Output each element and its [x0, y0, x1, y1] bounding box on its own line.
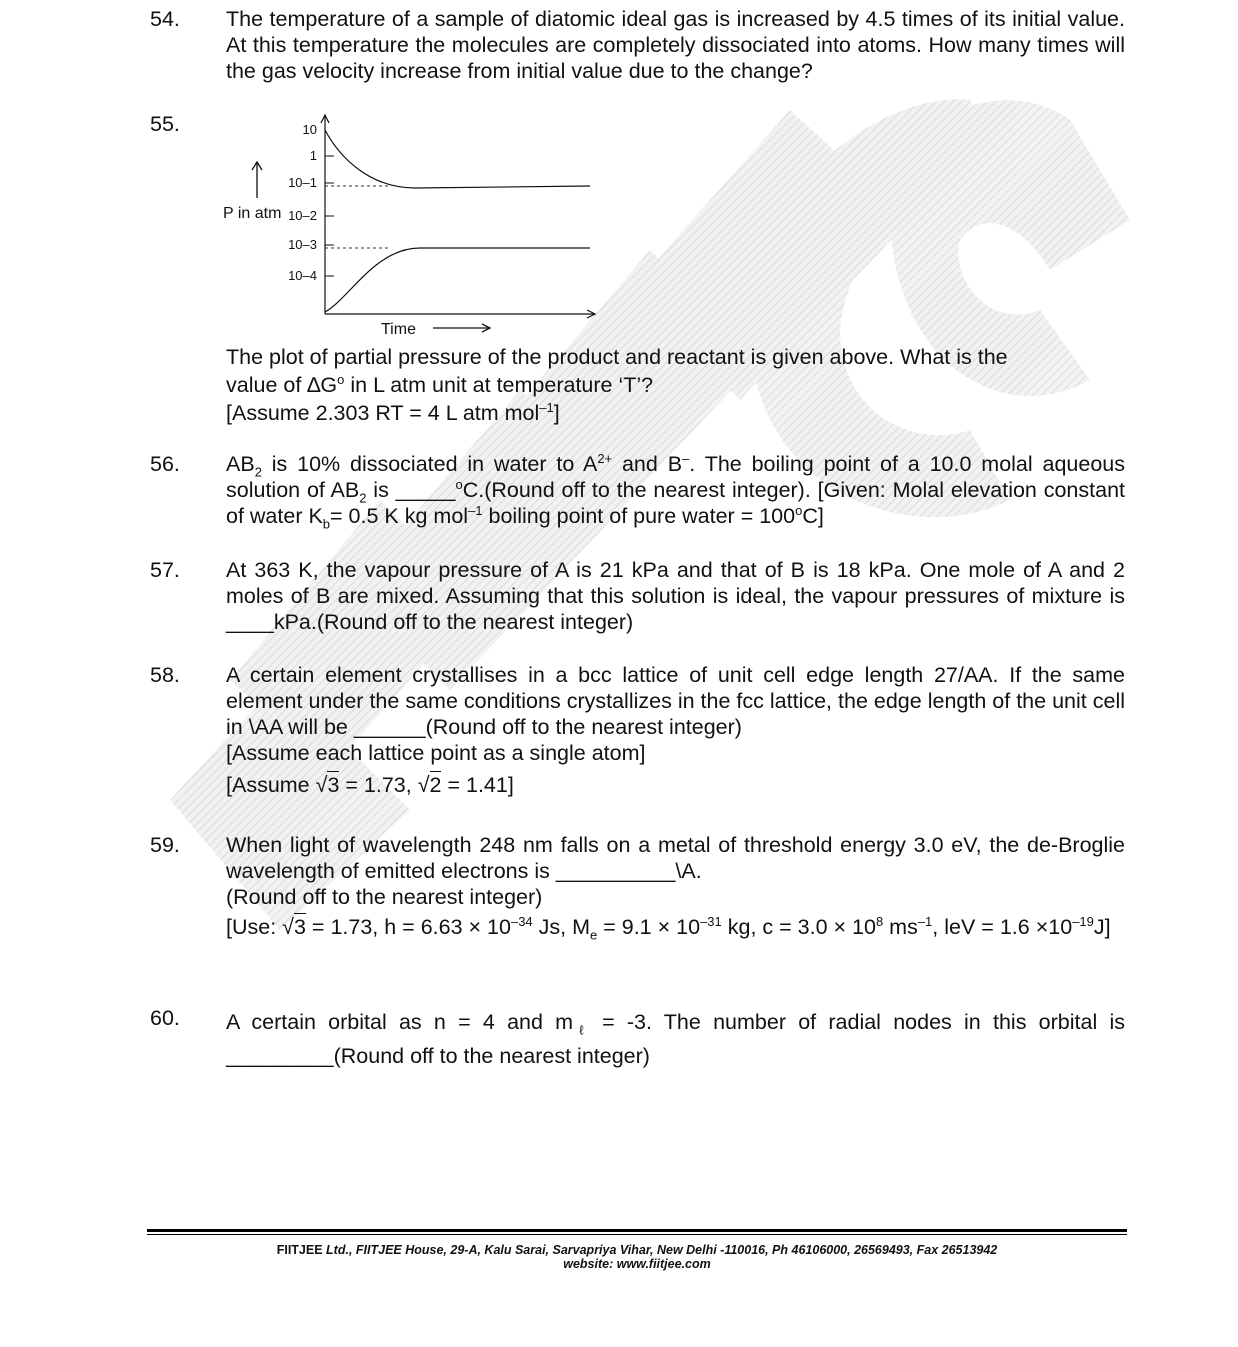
- y-tick-label: 10–3: [288, 237, 317, 252]
- question-text: _________(Round off to the nearest integer): [226, 1044, 650, 1068]
- footer-rule: [147, 1229, 1127, 1232]
- question-text: A certain element crystallises in a bcc lattice of unit cell edge length 27/AA. If the same element under the same conditions crystallizes in the fcc lattice, the edge length of the unit cell in \AA will be ______(Round off to the nearest integer): [226, 663, 1125, 739]
- question-number: 56.: [150, 452, 180, 476]
- footer-website: website: www.fiitjee.com: [563, 1257, 711, 1271]
- y-axis-label: P in atm: [223, 205, 282, 222]
- question-text: When light of wavelength 248 nm falls on a metal of threshold energy 3.0 eV, the de-Broglie wavelength of emitted electrons is __________\A.: [226, 833, 1125, 883]
- question-number: 60.: [150, 1006, 180, 1030]
- y-tick-label: 10–1: [288, 175, 317, 190]
- question-text: The plot of partial pressure of the product and reactant is given above. What is the: [226, 345, 1008, 369]
- footer-address: FIITJEE Ltd., FIITJEE House, 29-A, Kalu Sarai, Sarvapriya Vihar, New Delhi -110016, Ph 46106000, 26569493, Fax 26513942: [276, 1243, 998, 1257]
- question-text: [Use: √3 = 1.73, $h = 6.63 \times 10^{-34}$ Js, $M_e = 9.1 \times 10^{-31}$ kg, $c = 3.0 \times 10^8$ $ms^{-1}$, leV = $1.6 \times 10^{-19}J$]: [226, 913, 1111, 943]
- y-tick-label: 10–4: [288, 268, 317, 283]
- reactant-curve: [325, 248, 590, 312]
- question-text: [Assume √3 = 1.73, √2 = 1.41]: [226, 773, 514, 797]
- product-curve: [325, 130, 590, 188]
- pressure-time-chart: [215, 110, 615, 342]
- page-footer: [147, 1229, 1127, 1271]
- question-text: At 363 K, the vapour pressure of A is 21 kPa and that of B is 18 kPa. One mole of A and 2 moles of B are mixed. Assuming that this solution is ideal, the vapour pressures of mixture is ____kPa.(Round off to the nearest integer): [226, 558, 1125, 634]
- question-number: 59.: [150, 833, 180, 857]
- x-axis-label: Time: [381, 321, 416, 338]
- question-number: 54.: [150, 7, 180, 31]
- question-text: $AB_2$ is 10% dissociated in water to $A^{2+}$ and B–. The boiling point of a 10.0 molal aqueous solution of $AB_2$ is _____$^o$C.(Round off to the nearest integer). [Given: Molal elevation constant of water $K_b= 0.5$ K kg mol$^{-1}$ boiling point of pure water = $100^oC$]: [226, 450, 1125, 532]
- question-number: 55.: [150, 112, 180, 136]
- question-text: value of $\Delta G^o$ in L atm unit at temperature ‘T’?: [226, 371, 654, 397]
- question-text: [Assume 2.303 RT = 4 L atm mol$^{-1}$]: [226, 399, 560, 425]
- y-tick-label: 10: [302, 122, 317, 137]
- footer-rule: [147, 1234, 1127, 1235]
- y-tick-label: 1: [309, 148, 317, 163]
- y-tick-label: 10–2: [288, 208, 317, 223]
- question-text: A certain orbital as n = 4 and $m_\ell = -3$. The number of radial nodes in this orbital is: [226, 1010, 1125, 1038]
- question-number: 57.: [150, 558, 180, 582]
- question-number: 58.: [150, 663, 180, 687]
- question-text: (Round off to the nearest integer): [226, 885, 543, 909]
- question-text: [Assume each lattice point as a single atom]: [226, 741, 646, 765]
- question-text: The temperature of a sample of diatomic ideal gas is increased by 4.5 times of its initial value. At this temperature the molecules are completely dissociated into atoms. How many times will the gas velocity increase from initial value due to the change?: [226, 7, 1125, 83]
